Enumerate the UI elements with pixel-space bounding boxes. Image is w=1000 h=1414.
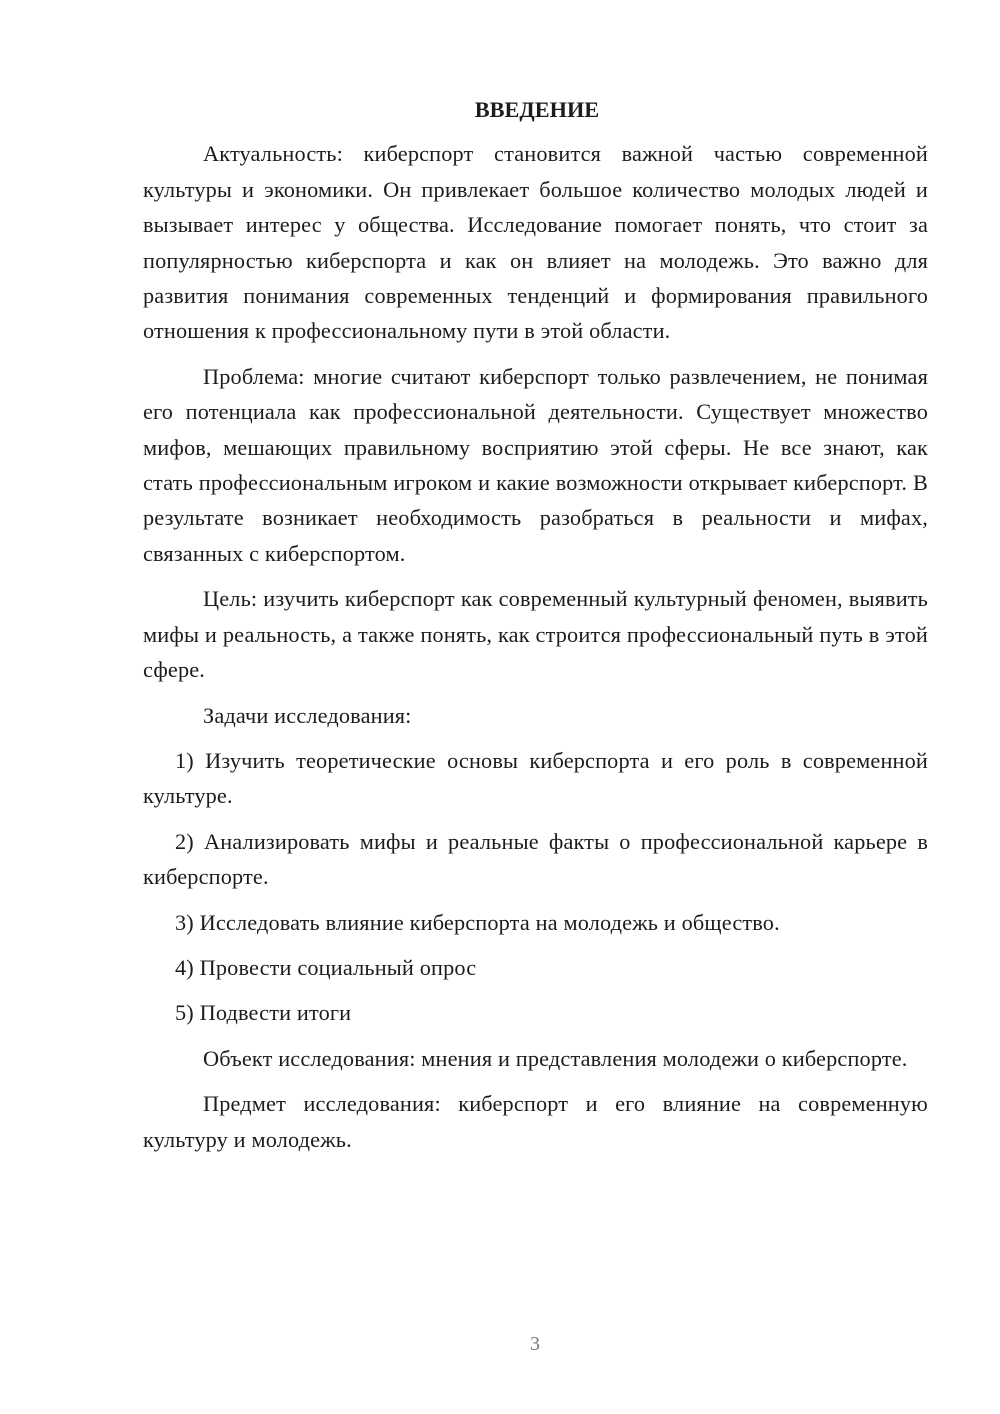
relevance-paragraph: Актуальность: киберспорт становится важной частью современной культуры и экономики. Он привлекает большое количество молодых людей и вызывает интерес у общества. Исследование помогает понять, что стоит за популярностью киберспорта и как он влияет на молодежь. Это важно для развития понимания современных тенденций и формирования правильного отношения к профессиональному пути в этой области. xyxy=(143,141,928,344)
document-page xyxy=(143,92,928,1167)
object-paragraph: Объект исследования: мнения и представления молодежи о киберспорте. xyxy=(203,1045,908,1071)
page-number: 3 xyxy=(530,1333,540,1355)
task-item-3: 3) Исследовать влияние киберспорта на молодежь и общество. xyxy=(175,909,780,935)
task-item-5: 5) Подвести итоги xyxy=(175,1000,352,1026)
task-item-2: 2) Анализировать мифы и реальные факты о профессиональной карьере в киберспорте. xyxy=(143,828,928,890)
goal-paragraph: Цель: изучить киберспорт как современный культурный феномен, выявить мифы и реальность, а также понять, как строится профессиональный путь в этой сфере. xyxy=(143,586,928,683)
section-heading: ВВЕДЕНИЕ xyxy=(474,97,600,122)
task-item-4: 4) Провести социальный опрос xyxy=(175,954,477,980)
subject-paragraph: Предмет исследования: киберспорт и его влияние на современную культуру и молодежь. xyxy=(143,1091,928,1152)
problem-paragraph: Проблема: многие считают киберспорт только развлечением, не понимая его потенциала как профессиональной деятельности. Существует множество мифов, мешающих правильному восприятию этой сферы. Не все знают, как стать профессиональным игроком и какие возможности открывает киберспорт. В результате возникает необходимость разобраться в реальности и мифах, связанных с киберспортом. xyxy=(143,363,928,566)
task-item-1: 1) Изучить теоретические основы киберспорта и его роль в современной культуре. xyxy=(143,747,928,809)
tasks-heading: Задачи исследования: xyxy=(203,702,412,728)
